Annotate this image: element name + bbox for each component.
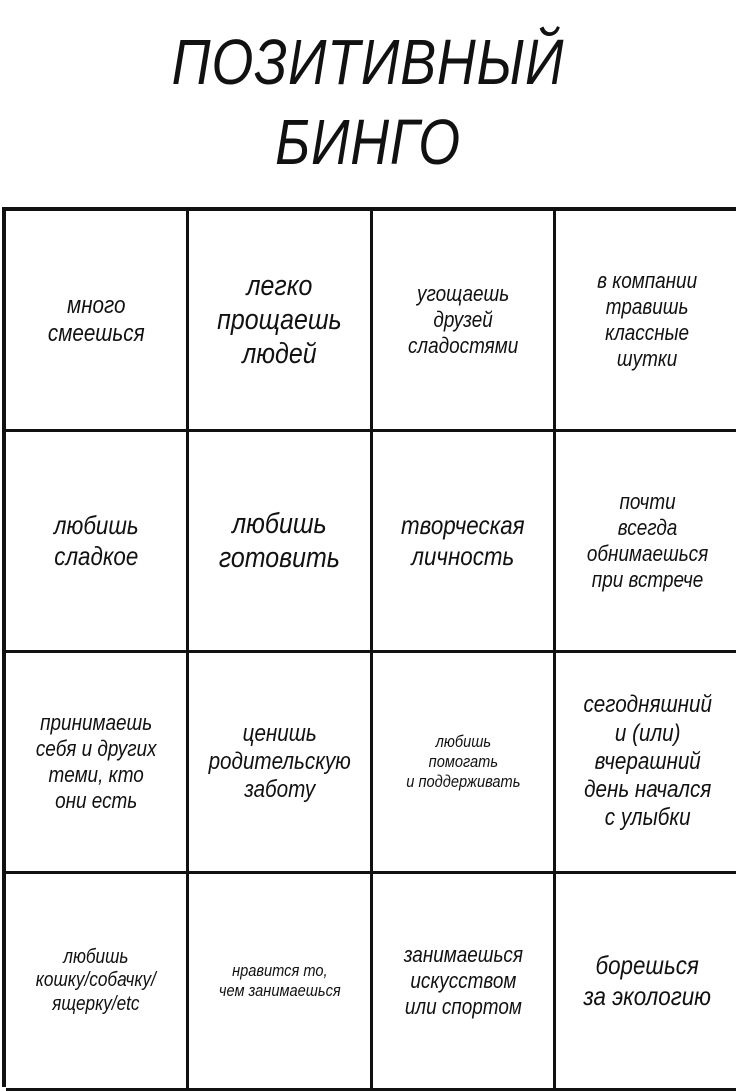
page-title: [59, 22, 677, 182]
bingo-cell[interactable]: [373, 874, 556, 1091]
bingo-cell-label: любишь помогать и поддерживать: [405, 731, 521, 792]
bingo-cell[interactable]: [373, 653, 556, 874]
bingo-cell[interactable]: [556, 211, 736, 432]
bingo-cell-label: любишь готовить: [218, 507, 341, 574]
bingo-cell-label: занимаешься искусством или спортом: [403, 942, 523, 1019]
bingo-cell-label: легко прощаешь людей: [217, 269, 342, 371]
bingo-cell[interactable]: [556, 874, 736, 1091]
bingo-cell-label: борешься за экологию: [583, 950, 712, 1011]
bingo-cell-label: творческая личность: [401, 510, 525, 571]
bingo-cell-label: сегодняшний и (или) вчерашний день начался с улыбки: [583, 691, 712, 832]
bingo-cell-label: нравится то, чем занимаешься: [218, 960, 341, 1000]
bingo-cell-label: любишь сладкое: [53, 510, 139, 571]
bingo-board: [2, 207, 736, 1087]
bingo-cell-label: любишь кошку/собачку/ ящерку/etc: [35, 945, 157, 1015]
bingo-cell[interactable]: [189, 653, 373, 874]
bingo-cell-label: почти всегда обнимаешься при встрече: [586, 489, 709, 592]
bingo-cell-label: много смеешься: [47, 291, 145, 347]
bingo-cell[interactable]: [373, 211, 556, 432]
bingo-cell[interactable]: [6, 653, 189, 874]
bingo-cell-label: угощаешь друзей сладостями: [407, 281, 519, 358]
bingo-cell[interactable]: [373, 432, 556, 653]
bingo-cell[interactable]: [6, 874, 189, 1091]
bingo-cell[interactable]: [6, 432, 189, 653]
bingo-cell-label: ценишь родительскую заботу: [208, 719, 351, 804]
title-line-2: БИНГО: [275, 106, 461, 178]
bingo-cell-label: в компании травишь классные шутки: [597, 268, 698, 371]
bingo-cell[interactable]: [556, 432, 736, 653]
title-line-1: ПОЗИТИВНЫЙ: [171, 26, 565, 98]
bingo-cell[interactable]: [189, 874, 373, 1091]
bingo-cell[interactable]: [556, 653, 736, 874]
bingo-cell[interactable]: [189, 432, 373, 653]
bingo-cell[interactable]: [189, 211, 373, 432]
bingo-cell[interactable]: [6, 211, 189, 432]
bingo-cell-label: принимаешь себя и других теми, кто они есть: [35, 710, 157, 813]
